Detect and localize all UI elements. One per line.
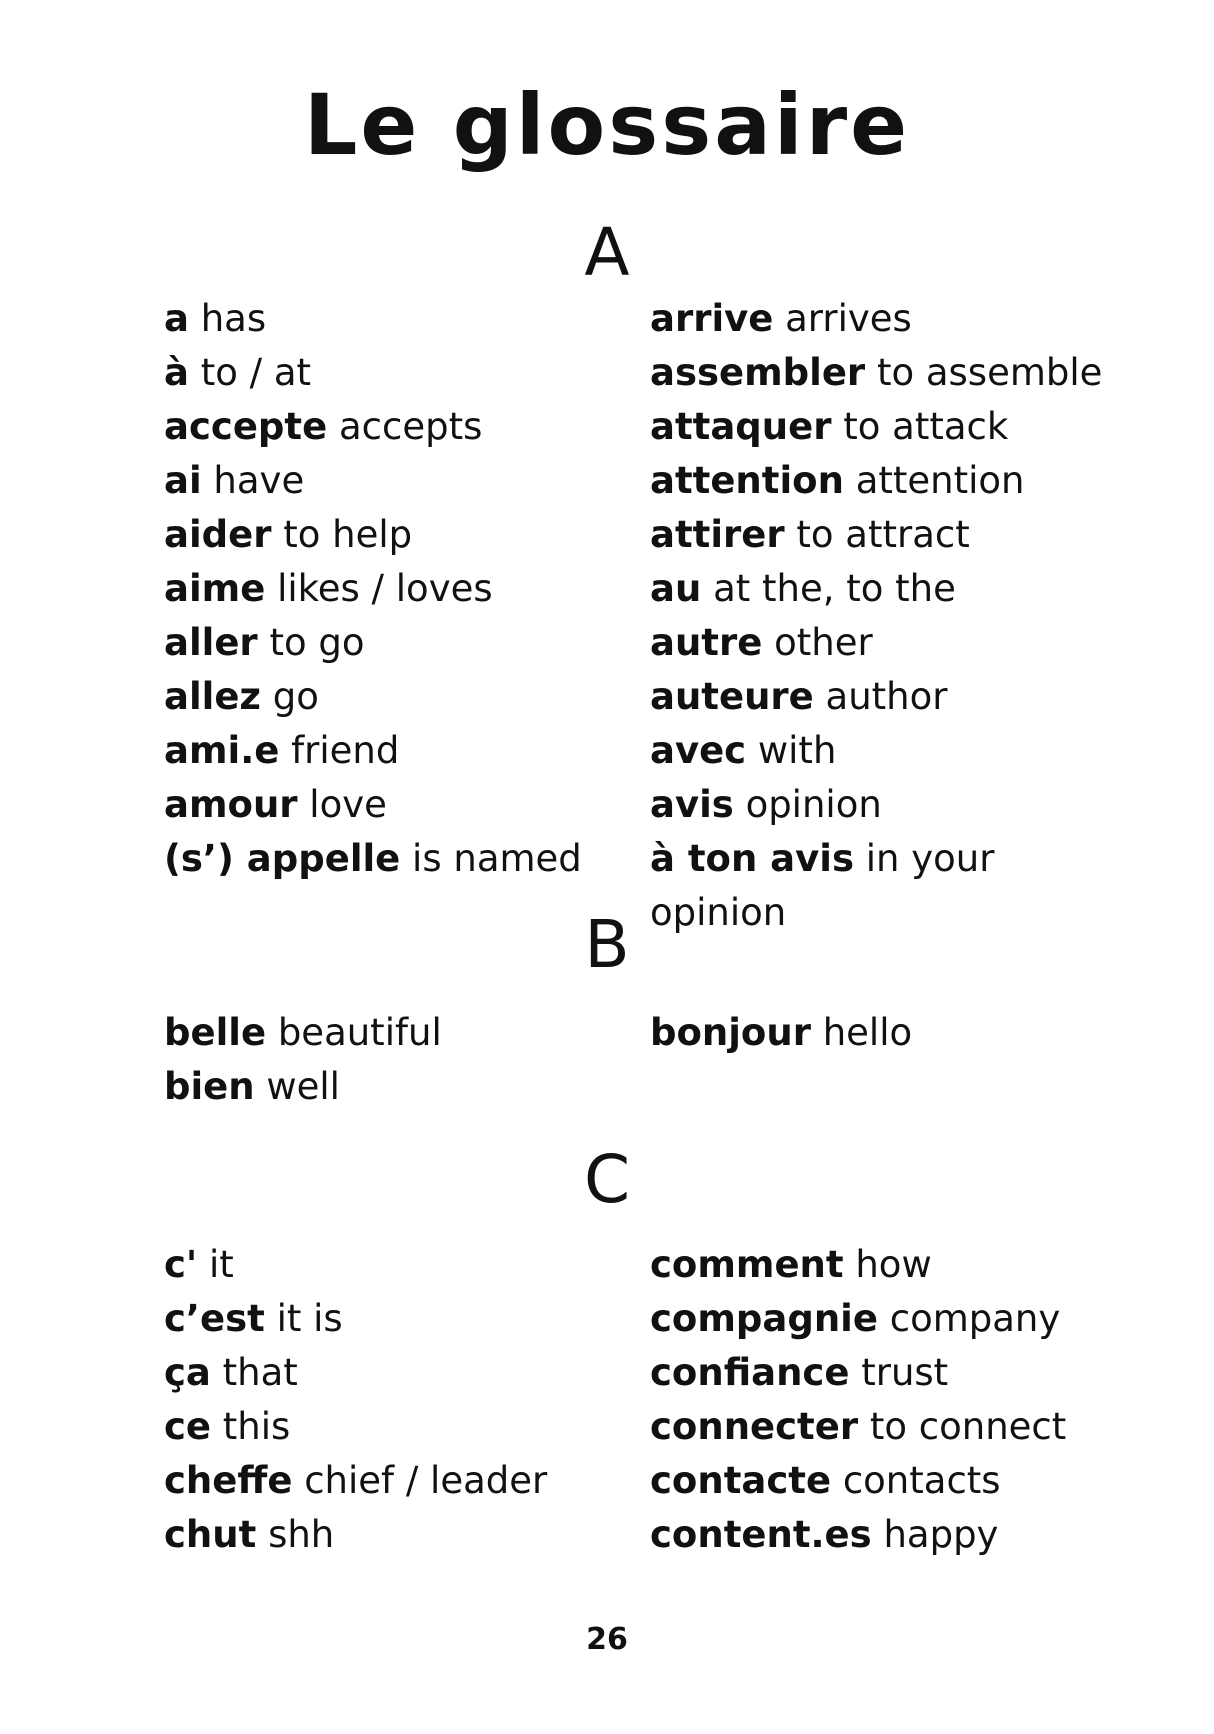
page-number: 26	[586, 1622, 628, 1657]
glossary-definition: company	[889, 1297, 1061, 1340]
glossary-entry	[164, 454, 582, 508]
section-letter-a: A	[584, 214, 630, 291]
glossary-term: contacte	[650, 1459, 832, 1502]
glossary-definition: go	[272, 675, 319, 718]
glossary-entry	[650, 454, 1102, 508]
glossary-definition: that	[222, 1351, 298, 1394]
glossary-definition: love	[309, 783, 387, 826]
glossary-definition: hello	[822, 1011, 913, 1054]
glossary-term: attaquer	[650, 405, 832, 448]
glossary-definition: arrives	[785, 297, 912, 340]
glossary-definition: to attract	[796, 513, 970, 556]
glossary-definition: chief / leader	[304, 1459, 548, 1502]
section-a-left-column	[164, 292, 582, 886]
glossary-term: avec	[650, 729, 747, 772]
glossary-term: ami.e	[164, 729, 280, 772]
glossary-entry	[164, 400, 582, 454]
glossary-term: auteure	[650, 675, 814, 718]
glossary-term: c'	[164, 1243, 198, 1286]
glossary-definition: to assemble	[876, 351, 1103, 394]
glossary-term: c’est	[164, 1297, 265, 1340]
glossary-entry	[650, 778, 1102, 832]
glossary-term: ça	[164, 1351, 211, 1394]
glossary-term: connecter	[650, 1405, 859, 1448]
glossary-definition: contacts	[842, 1459, 1001, 1502]
glossary-term: bien	[164, 1065, 255, 1108]
section-letter-c: C	[583, 1141, 631, 1218]
glossary-definition: author	[825, 675, 948, 718]
glossary-definition: likes / loves	[277, 567, 493, 610]
glossary-entry	[164, 1508, 547, 1562]
glossary-term: belle	[164, 1011, 267, 1054]
glossary-term: attention	[650, 459, 844, 502]
glossary-term: aider	[164, 513, 272, 556]
glossary-entry	[164, 670, 582, 724]
glossary-definition: to connect	[869, 1405, 1067, 1448]
glossary-entry	[164, 562, 582, 616]
glossary-definition: opinion	[745, 783, 882, 826]
section-c-left-column	[164, 1238, 547, 1562]
section-b-right-column	[650, 1006, 912, 1060]
section-b-left-column	[164, 1006, 442, 1114]
glossary-entry	[164, 508, 582, 562]
glossary-definition: beautiful	[277, 1011, 442, 1054]
glossary-term: (s’) appelle	[164, 837, 401, 880]
glossary-entry	[650, 1454, 1066, 1508]
glossary-term: autre	[650, 621, 763, 664]
glossary-entry	[650, 1508, 1066, 1562]
glossary-entry	[164, 292, 582, 346]
glossary-term: confiance	[650, 1351, 850, 1394]
glossary-term: aime	[164, 567, 266, 610]
glossary-entry	[164, 346, 582, 400]
glossary-subentry	[650, 832, 1102, 886]
glossary-entry	[650, 616, 1102, 670]
glossary-definition: accepts	[338, 405, 483, 448]
glossary-term: accepte	[164, 405, 328, 448]
glossary-entry	[164, 778, 582, 832]
glossary-term: assembler	[650, 351, 866, 394]
glossary-entry	[650, 292, 1102, 346]
glossary-definition: in your	[865, 837, 995, 880]
glossary-definition: it is	[276, 1297, 343, 1340]
glossary-entry	[650, 724, 1102, 778]
glossary-definition: friend	[291, 729, 400, 772]
glossary-definition: to attack	[843, 405, 1009, 448]
glossary-term: amour	[164, 783, 298, 826]
glossary-entry	[650, 670, 1102, 724]
glossary-definition: shh	[268, 1513, 335, 1556]
glossary-entry	[650, 1006, 912, 1060]
section-a-right-column	[650, 292, 1102, 940]
glossary-entry	[164, 1346, 547, 1400]
glossary-term: ce	[164, 1405, 212, 1448]
glossary-definition: with	[757, 729, 837, 772]
glossary-definition: to help	[283, 513, 413, 556]
glossary-definition: other	[774, 621, 873, 664]
glossary-term: avis	[650, 783, 734, 826]
glossary-entry	[650, 1400, 1066, 1454]
glossary-definition: to / at	[200, 351, 312, 394]
glossary-entry	[164, 1454, 547, 1508]
glossary-term: chut	[164, 1513, 257, 1556]
glossary-definition-continuation: opinion	[650, 891, 787, 934]
glossary-entry	[650, 1238, 1066, 1292]
glossary-entry	[650, 508, 1102, 562]
glossary-term: aller	[164, 621, 258, 664]
glossary-term: arrive	[650, 297, 774, 340]
glossary-term: allez	[164, 675, 261, 718]
glossary-entry	[164, 724, 582, 778]
glossary-definition: happy	[883, 1513, 999, 1556]
glossary-term: cheffe	[164, 1459, 293, 1502]
glossary-entry	[164, 616, 582, 670]
glossary-entry	[164, 1400, 547, 1454]
glossary-entry	[164, 832, 582, 886]
glossary-term: à	[164, 351, 189, 394]
glossary-entry	[164, 1060, 442, 1114]
glossary-definition: well	[266, 1065, 340, 1108]
glossary-term: content.es	[650, 1513, 872, 1556]
glossary-term: attirer	[650, 513, 785, 556]
glossary-entry	[164, 1006, 442, 1060]
glossary-definition: has	[200, 297, 267, 340]
glossary-entry	[650, 346, 1102, 400]
glossary-term: comment	[650, 1243, 844, 1286]
glossary-definition: at the, to the	[713, 567, 956, 610]
glossary-entry	[650, 1292, 1066, 1346]
page-title: Le glossaire	[303, 76, 911, 174]
section-letter-b: B	[584, 906, 630, 983]
glossary-term: a	[164, 297, 189, 340]
glossary-definition: this	[222, 1405, 291, 1448]
glossary-definition: attention	[855, 459, 1025, 502]
glossary-definition: trust	[861, 1351, 949, 1394]
glossary-entry	[164, 1238, 547, 1292]
glossary-term: à ton avis	[650, 837, 854, 880]
glossary-definition: is named	[412, 837, 582, 880]
glossary-term: au	[650, 567, 702, 610]
glossary-entry	[650, 562, 1102, 616]
glossary-entry	[164, 1292, 547, 1346]
glossary-term: compagnie	[650, 1297, 878, 1340]
glossary-term: ai	[164, 459, 202, 502]
glossary-definition: have	[213, 459, 305, 502]
glossary-definition: how	[855, 1243, 932, 1286]
glossary-definition: it	[209, 1243, 234, 1286]
glossary-entry	[650, 1346, 1066, 1400]
glossary-term: bonjour	[650, 1011, 811, 1054]
section-c-right-column	[650, 1238, 1066, 1562]
glossary-entry	[650, 400, 1102, 454]
glossary-definition: to go	[269, 621, 365, 664]
